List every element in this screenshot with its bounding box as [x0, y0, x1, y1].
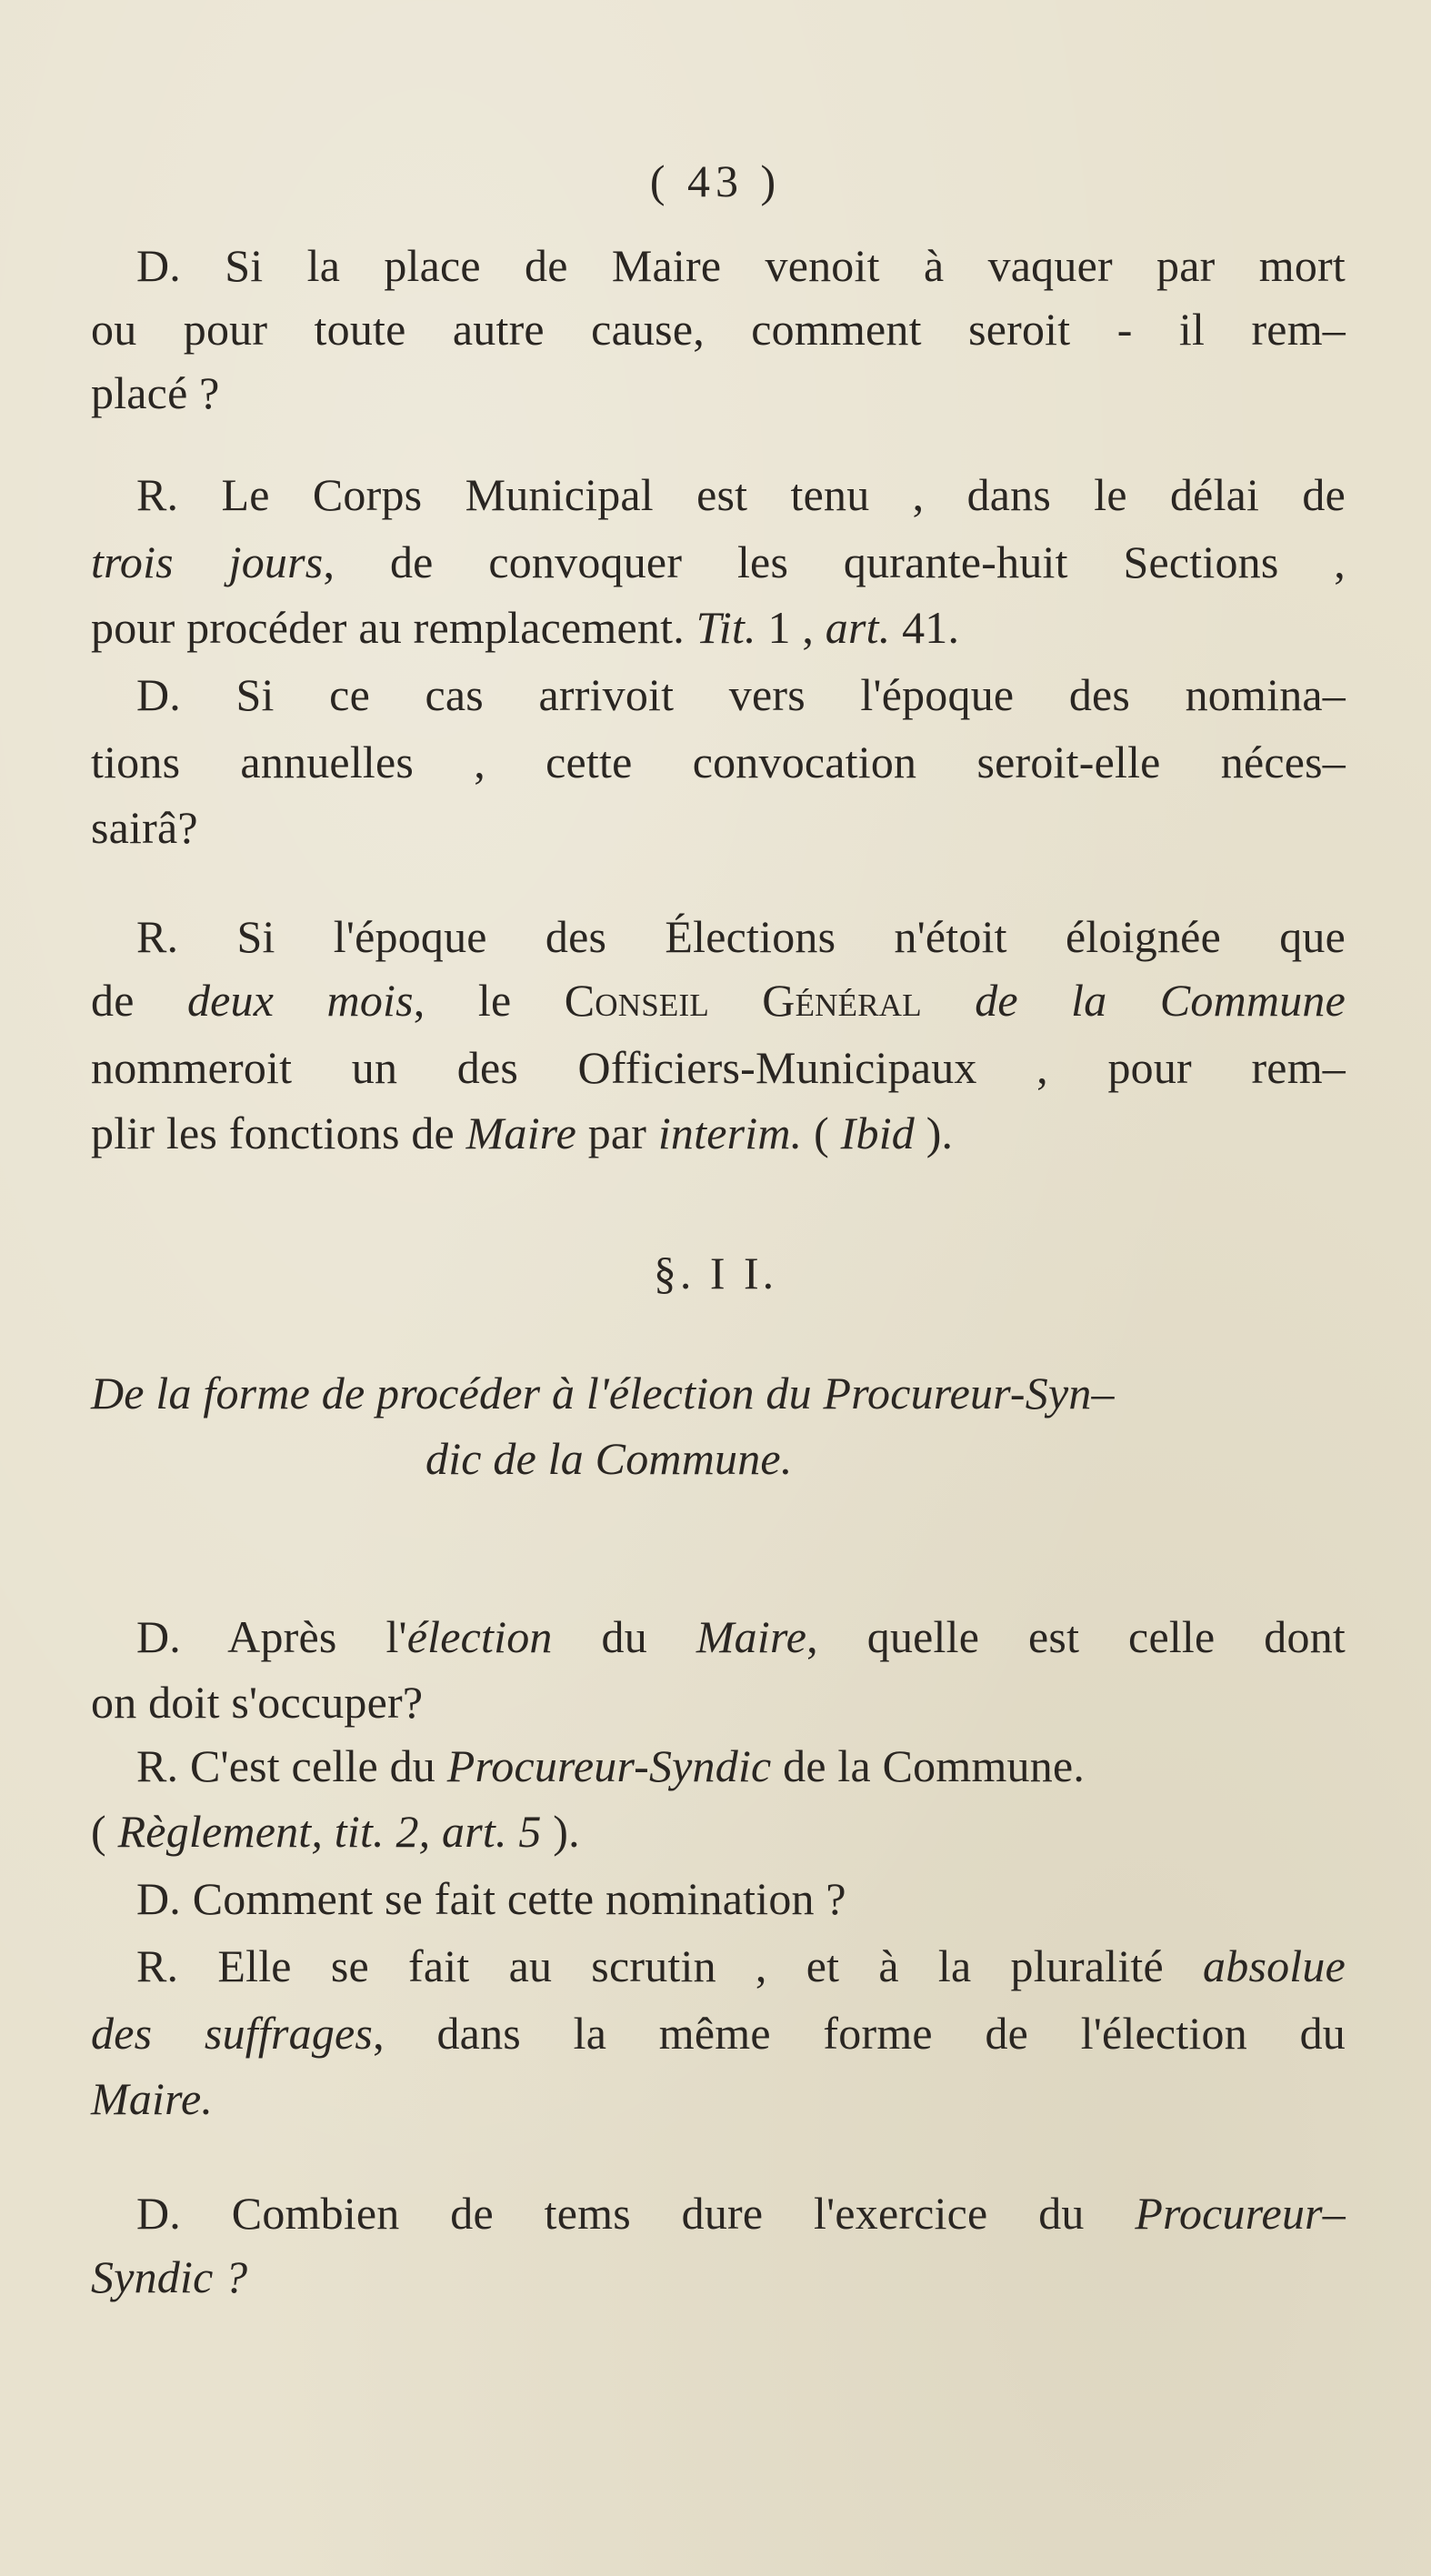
text-line: pour procéder au remplacement. Tit. 1 , art. 41. — [91, 602, 960, 653]
text-line: des suffrages, dans la même forme de l'élection du — [91, 2008, 1346, 2059]
text-line: R. Le Corps Municipal est tenu , dans le délai de — [136, 469, 1346, 520]
section-title-continued: dic de la Commune. — [425, 1433, 793, 1484]
text-line: ( Règlement, tit. 2, art. 5 ). — [91, 1806, 580, 1857]
text-line: ou pour toute autre cause, comment seroit - il rem– — [91, 304, 1346, 355]
text-line: de deux mois, le Conseil Général de la Commune — [91, 975, 1346, 1026]
text-line: tions annuelles , cette convocation seroit-elle néces– — [91, 737, 1346, 787]
text-line: D. Si ce cas arrivoit vers l'époque des nomina– — [136, 669, 1346, 720]
text-line: R. C'est celle du Procureur-Syndic de la Commune. — [136, 1740, 1086, 1791]
text-line: on doit s'occuper? — [91, 1677, 424, 1728]
text-line: sairâ? — [91, 802, 198, 853]
text-line: Syndic ? — [91, 2251, 248, 2302]
text-line: placé ? — [91, 367, 220, 418]
text-line: D. Comment se fait cette nomination ? — [136, 1873, 846, 1924]
text-line: plir les fonctions de Maire par interim. ( Ibid ). — [91, 1108, 954, 1158]
section-heading: §. I I. — [653, 1248, 778, 1298]
text-line: R. Elle se fait au scrutin , et à la pluralité absolue — [136, 1940, 1346, 1991]
text-line: Maire. — [91, 2073, 214, 2124]
text-line: trois jours, de convoquer les qurante-huit Sections , — [91, 536, 1346, 587]
text-line: nommeroit un des Officiers-Municipaux , pour rem– — [91, 1042, 1346, 1093]
text-line: D. Combien de tems dure l'exercice du Procureur– — [136, 2188, 1346, 2239]
text-line: D. Après l'élection du Maire, quelle est celle dont — [136, 1611, 1346, 1662]
text-line: R. Si l'époque des Élections n'étoit éloignée que — [136, 911, 1346, 962]
section-title: De la forme de procéder à l'élection du Procureur-Syn– — [91, 1368, 1115, 1418]
page-number: ( 43 ) — [649, 155, 782, 206]
text-line: D. Si la place de Maire venoit à vaquer par mort — [136, 240, 1346, 291]
